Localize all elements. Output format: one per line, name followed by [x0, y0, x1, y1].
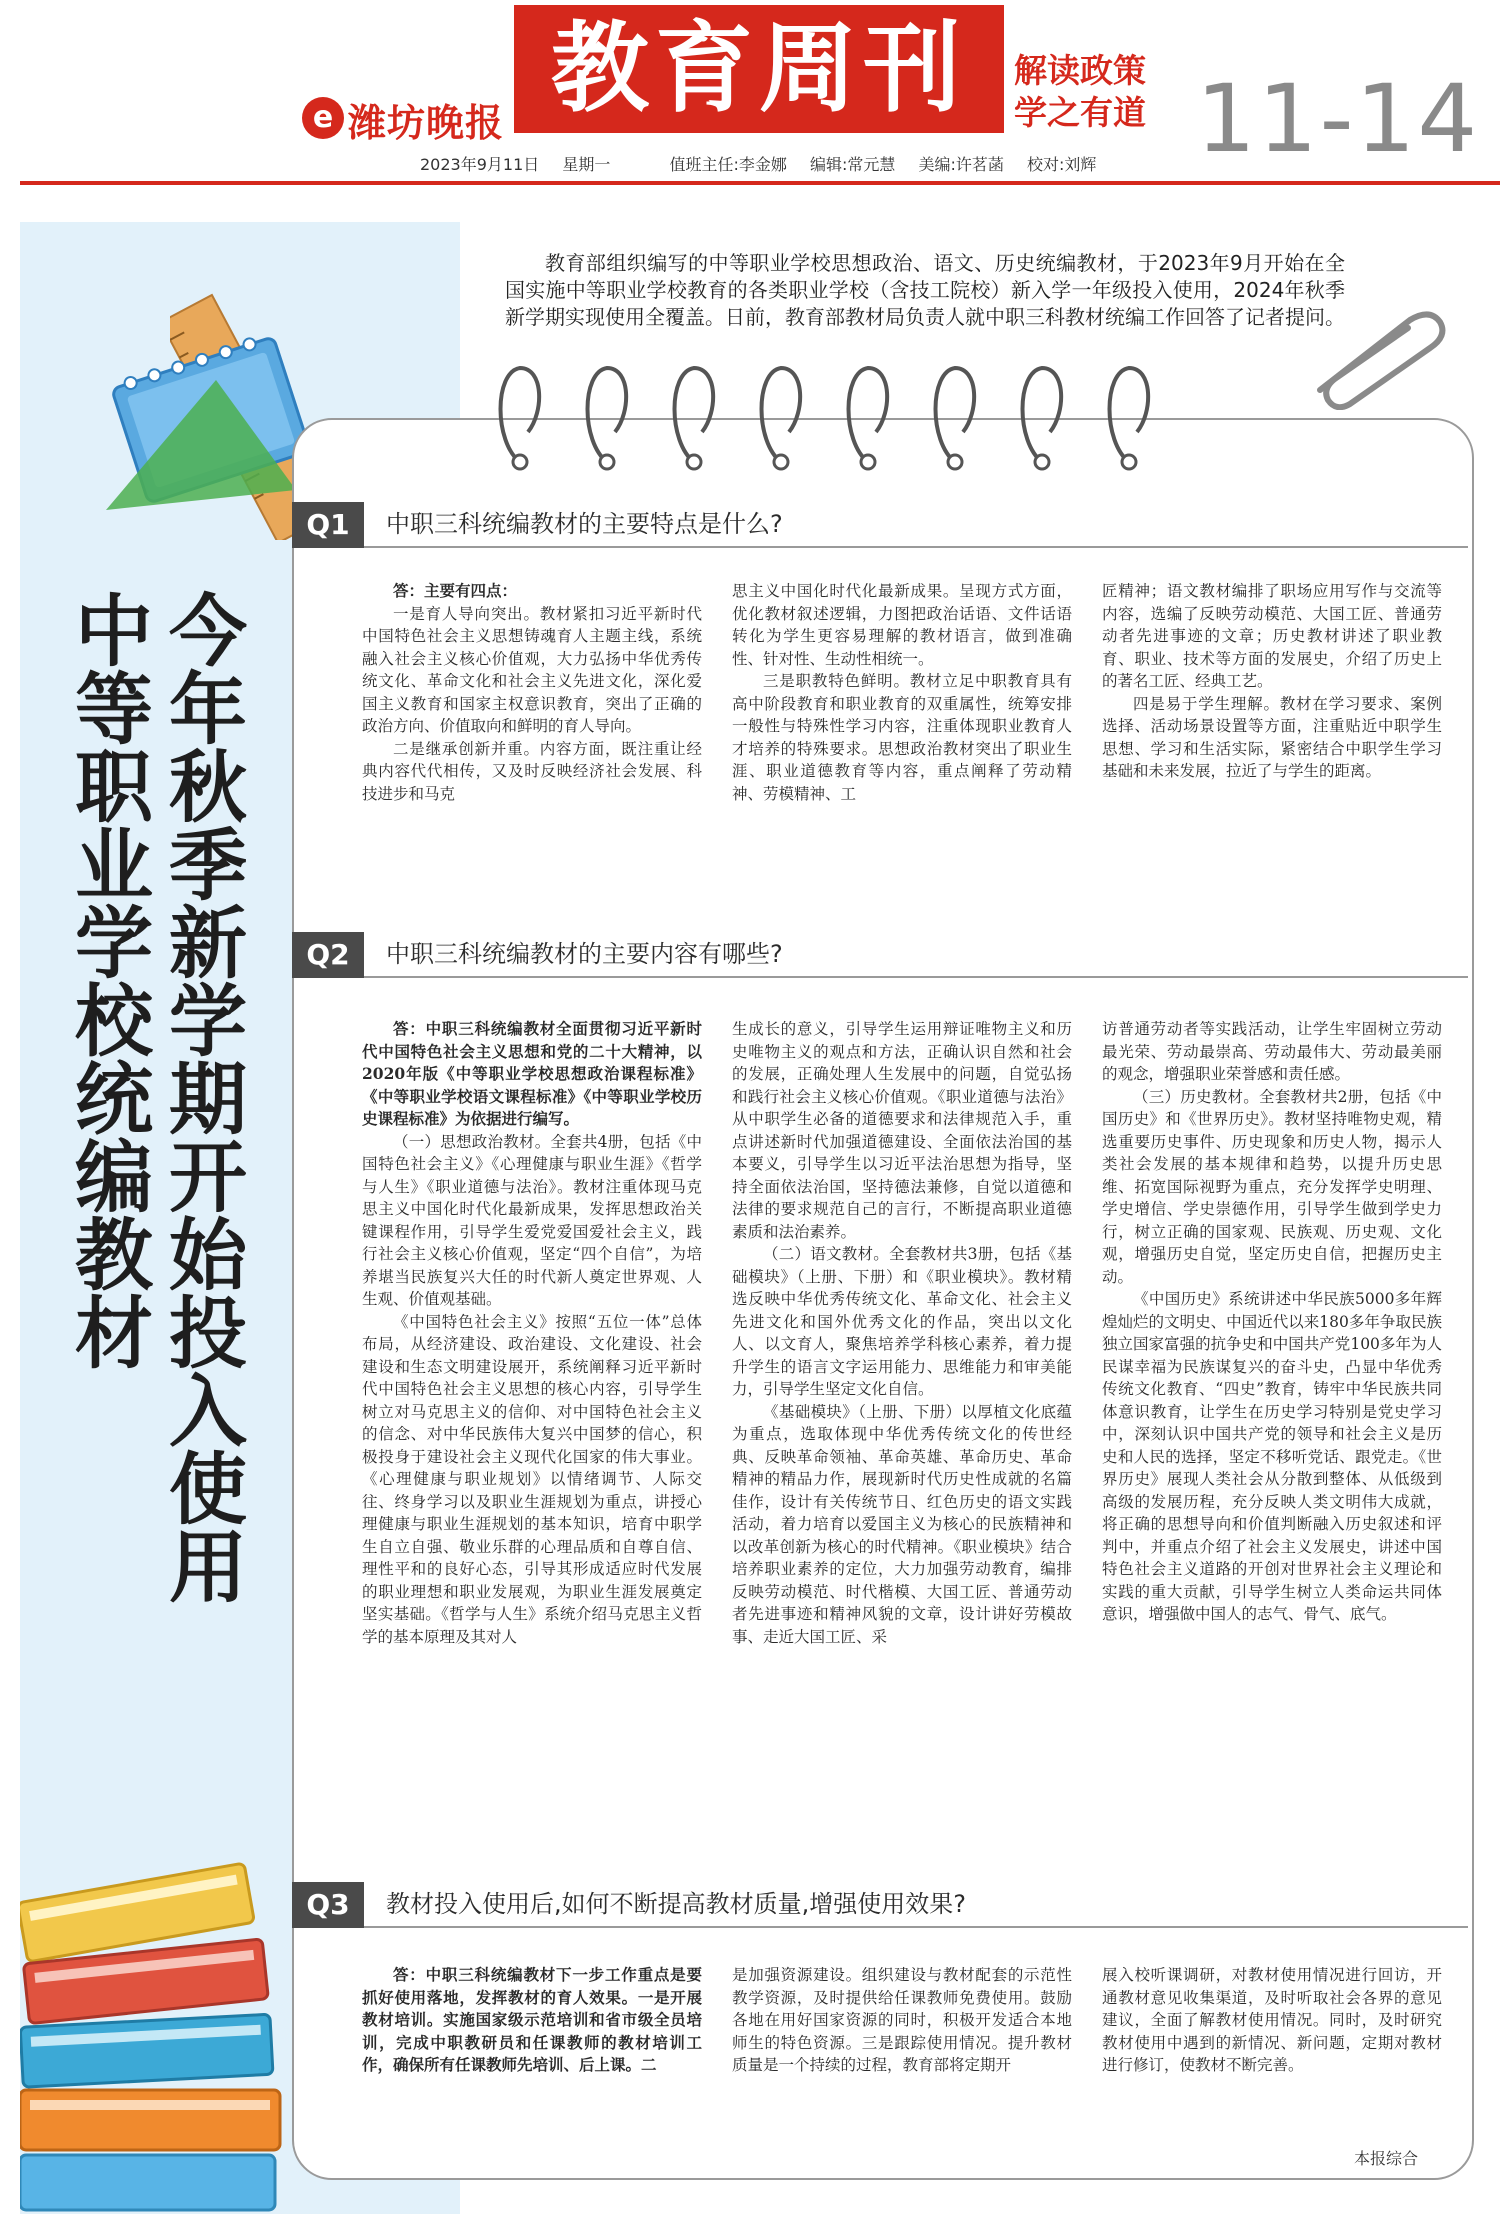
paragraph: 三是职教特色鲜明。教材立足中职教育具有高中阶段教育和职业教育的双重属性，统筹安排一般性与特殊性学习内容，注重体现职业教育人才培养的特殊要求。思想政治教材突出了职业生涯、职业道德教育等内容，重点阐释了劳动精神、劳模精神、工 — [732, 672, 1072, 803]
paragraph: 生成长的意义，引导学生运用辩证唯物主义和历史唯物主义的观点和方法，正确认识自然和社会的发展，正确处理人生发展中的问题，自觉弘扬和践行社会主义核心价值观。《职业道德与法治》从中职学生必备的道德要求和法律规范入手，重点讲述新时代加强道德建设、全面依法治国的基本要义，引导学生以习近平法治思想为指导，坚持全面依法治国，坚持德法兼修，自觉以道德和法律的要求规范自己的言行，不断提高职业道德素质和法治素养。 — [732, 1020, 1072, 1241]
books-icon — [20, 1820, 300, 2214]
paragraph: （一）思想政治教材。全套共4册，包括《中国特色社会主义》《心理健康与职业生涯》《哲学与人生》《职业道德与法治》。教材注重体现马克思主义中国化时代化最新成果，发挥思想政治关键课程作用，引导学生爱党爱国爱社会主义，践行社会主义核心价值观，坚定“四个自信”，为培养堪当民族复兴大任的时代新人奠定世界观、人生观、价值观基础。 — [362, 1132, 702, 1308]
slogan-line-1: 解读政策 — [1014, 51, 1146, 90]
q2-column-3 — [1102, 1018, 1442, 1856]
q2-column-1 — [362, 1018, 702, 1856]
editor: 编辑:常元慧 — [809, 155, 896, 174]
q1-column-1 — [362, 580, 702, 880]
masthead-divider — [20, 181, 1500, 185]
paragraph: 《中国历史》系统讲述中华民族5000多年辉煌灿烂的文明史、中国近代以来180多年争取民族独立国家富强的抗争史和中国共产党100多年为人民谋幸福为民族谋复兴的奋斗史，凸显中华优秀传统文化教育、“四史”教育，铸牢中华民族共同体意识教育，让学生在历史学习特别是党史学习中，深刻认识中国共产党的领导和社会主义是历史和人民的选择，坚定不移听党话、跟党走。《世界历史》展现人类社会从分散到整体、从低级到高级的发展历程，充分反映人类文明伟大成就，将正确的思想导向和价值判断融入历史叙述和评判中，并重点介绍了社会主义发展史，讲述中国特色社会主义道路的开创对世界社会主义理论和实践的重大贡献，引导学生树立人类命运共同体意识，增强做中国人的志气、骨气、底气。 — [1102, 1290, 1442, 1623]
q3-answer — [362, 1964, 1472, 2124]
ring-binder-icon — [933, 362, 977, 472]
paragraph: 展入校听课调研，对教材使用情况进行回访，开通教材意见收集渠道，及时听取社会各界的意见建议，全面了解教材使用情况。同时，及时研究教材使用中遇到的新情况、新问题，定期对教材进行修订，使教材不断完善。 — [1102, 1966, 1442, 2074]
paragraph: 一是育人导向突出。教材紧扣习近平新时代中国特色社会主义思想铸魂育人主题主线，系统融入社会主义核心价值观，大力弘扬中华优秀传统文化、革命文化和社会主义先进文化，深化爱国主义教育和国家主权意识教育，突出了正确的政治方向、价值取向和鲜明的育人导向。 — [362, 604, 702, 735]
edition-info — [420, 152, 1110, 175]
q1-column-3 — [1102, 580, 1442, 880]
q1-underline — [364, 546, 1468, 548]
q2-answer — [362, 1018, 1472, 1856]
q3-column-2 — [732, 1964, 1072, 2124]
page-number: 11-14 — [1196, 65, 1480, 174]
paragraph: 答：中职三科统编教材全面贯彻习近平新时代中国特色社会主义思想和党的二十大精神，以2020年版《中等职业学校思想政治课程标准》《中等职业学校语文课程标准》《中等职业学校历史课程标准》为依据进行编写。 — [362, 1019, 702, 1128]
headline-line-1: 今年秋季新学期开始投入使用 — [156, 590, 246, 1604]
slogan-line-2: 学之有道 — [1014, 93, 1146, 132]
article-source: 本报综合 — [1354, 2149, 1419, 2168]
q2-underline — [364, 976, 1468, 978]
ring-binder-icon — [1107, 362, 1151, 472]
section-title: 教育周刊 — [514, 5, 1004, 133]
edition-weekday: 星期一 — [562, 155, 611, 174]
paragraph: 访普通劳动者等实践活动，让学生牢固树立劳动最光荣、劳动最崇高、劳动最伟大、劳动最美丽的观念，增强职业荣誉感和责任感。 — [1102, 1020, 1442, 1083]
paperclip-icon — [1300, 300, 1450, 410]
paragraph: 匠精神；语文教材编排了职场应用写作与交流等内容，选编了反映劳动模范、大国工匠、普通劳动者先进事迹的文章；历史教材讲述了职业教育、职业、技术等方面的发展史，介绍了历史上的著名工匠、经典工艺。 — [1102, 582, 1442, 690]
ring-binder-icon — [585, 362, 629, 472]
paragraph: （二）语文教材。全套教材共3册，包括《基础模块》（上册、下册）和《职业模块》。教材精选反映中华优秀传统文化、革命文化、社会主义先进文化和国外优秀文化的作品，突出以文化人、以文育人，聚焦培养学科核心素养，着力提升学生的语言文字运用能力、思维能力和审美能力，引导学生坚定文化自信。 — [732, 1245, 1072, 1398]
ring-binder-icon — [1020, 362, 1064, 472]
q1-column-2 — [732, 580, 1072, 880]
q1-heading — [292, 502, 1472, 548]
ring-binder-icon — [846, 362, 890, 472]
q2-tag: Q2 — [292, 932, 364, 978]
headline-line-2: 中等职业学校统编教材 — [62, 590, 152, 1370]
q2-question: 中职三科统编教材的主要内容有哪些? — [386, 940, 783, 968]
paragraph: 答：主要有四点： — [393, 581, 518, 600]
paragraph: 《基础模块》（上册、下册）以厚植文化底蕴为重点，选取体现中华优秀传统文化的传世经典、反映革命领袖、革命英雄、革命历史、革命精神的精品力作，展现新时代历史性成就的名篇佳作，设计有关传统节日、红色历史的语文实践活动，着力培育以爱国主义为核心的民族精神和以改革创新为核心的时代精神。《职业模块》结合培养职业素养的定位，大力加强劳动教育，编排反映劳动模范、时代楷模、大国工匠、普通劳动者先进事迹和精神风貌的文章，设计讲好劳模故事、走近大国工匠、采 — [732, 1402, 1072, 1646]
q3-column-3 — [1102, 1964, 1442, 2124]
paragraph: （三）历史教材。全套教材共2册，包括《中国历史》和《世界历史》。教材坚持唯物史观，精选重要历史事件、历史现象和历史人物，揭示人类社会发展的基本规律和趋势，以提升历史思维、拓宽国际视野为重点，充分发挥学史明理、学史增信、学史崇德作用，引导学生做到学史力行，树立正确的国家观、民族观、历史观、文化观，增强历史自觉，坚定历史自信，把握历史主动。 — [1102, 1087, 1442, 1286]
paragraph: 答：中职三科统编教材下一步工作重点是要抓好使用落地，发挥教材的育人效果。一是开展教材培训。实施国家级示范培训和省市级全员培训，完成中职教研员和任课教师的教材培训工作，确保所有任课教师先培训、后上课。二 — [362, 1965, 702, 2074]
ring-binder-icon — [672, 362, 716, 472]
paragraph: 四是易于学生理解。教材在学习要求、案例选择、活动场景设置等方面，注重贴近中职学生思想、学习和生活实际，紧密结合中职学生学习基础和未来发展，拉近了与学生的距离。 — [1102, 694, 1442, 780]
q2-column-2 — [732, 1018, 1072, 1856]
paragraph: 二是继承创新并重。内容方面，既注重让经典内容代代相传，又及时反映经济社会发展、科技进步和马克 — [362, 739, 702, 803]
newspaper-name: 潍坊晚报 — [348, 101, 505, 145]
edition-date: 2023年9月11日 — [420, 155, 540, 174]
proofreader: 校对:刘辉 — [1026, 155, 1097, 174]
q2-heading — [292, 932, 1472, 978]
editor-on-duty: 值班主任:李金娜 — [669, 155, 787, 174]
paragraph: 是加强资源建设。组织建设与教材配套的示范性教学资源，及时提供给任课教师免费使用。鼓励各地在用好国家资源的同时，积极开发适合本地师生的特色资源。三是跟踪使用情况。提升教材质量是一个持续的过程，教育部将定期开 — [732, 1966, 1072, 2074]
ring-binder-icon — [759, 362, 803, 472]
paragraph: 思主义中国化时代化最新成果。呈现方式方面，优化教材叙述逻辑，力图把政治话语、文件话语转化为学生更容易理解的教材语言，做到准确性、针对性、生动性相统一。 — [732, 582, 1072, 668]
q3-underline — [364, 1926, 1468, 1928]
paragraph: 《中国特色社会主义》按照“五位一体”总体布局，从经济建设、政治建设、文化建设、社会建设和生态文明建设展开，系统阐释习近平新时代中国特色社会主义思想的核心内容，引导学生树立对马克思主义的信仰、对中国特色社会主义的信念、对中华民族伟大复兴中国梦的信心，积极投身于建设社会主义现代化国家的伟大事业。《心理健康与职业规划》以情绪调节、人际交往、终身学习以及职业生涯规划为重点，讲授心理健康与职业生涯规划的基本知识，培育中职学生自立自强、敬业乐群的心理品质和自尊自信、理性平和的良好心态，引导其形成适应时代发展的职业理想和职业发展观，为职业生涯发展奠定坚实基础。《哲学与人生》系统介绍马克思主义哲学的基本原理及其对人 — [362, 1312, 702, 1646]
q3-tag: Q3 — [292, 1882, 364, 1928]
ring-binder-icon — [498, 362, 542, 472]
article-intro: 教育部组织编写的中等职业学校思想政治、语文、历史统编教材，于2023年9月开始在全国实施中等职业学校教育的各类职业学校（含技工院校）新入学一年级投入使用，2024年秋季新学期实现使用全覆盖。日前，教育部教材局负责人就中职三科教材统编工作回答了记者提问。 — [505, 251, 1345, 329]
section-slogan — [1014, 50, 1184, 134]
art-editor: 美编:许茗菡 — [918, 155, 1004, 174]
q3-question: 教材投入使用后,如何不断提高教材质量,增强使用效果? — [386, 1890, 966, 1918]
q1-answer — [362, 580, 1472, 880]
q3-heading — [292, 1882, 1472, 1928]
q1-tag: Q1 — [292, 502, 364, 548]
q3-column-1 — [362, 1964, 702, 2124]
q1-question: 中职三科统编教材的主要特点是什么? — [386, 510, 783, 538]
newspaper-logo-icon: e — [302, 97, 344, 139]
